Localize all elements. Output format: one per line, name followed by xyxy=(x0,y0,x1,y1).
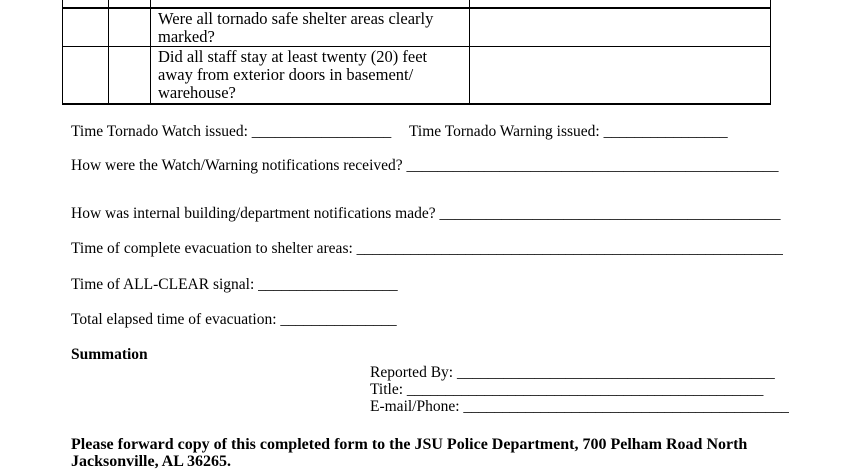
watch-issued-field xyxy=(71,123,391,141)
evacuation-time-field xyxy=(71,240,783,258)
table-row xyxy=(158,10,433,46)
comments-cell[interactable] xyxy=(470,47,769,102)
reported-by-field xyxy=(370,364,775,382)
title-field xyxy=(370,381,763,399)
notifications-received-input[interactable]: ________________________________________________ xyxy=(406,157,779,174)
checkbox-no-cell[interactable] xyxy=(109,47,149,102)
question-line: Were all tornado safe shelter areas clearly xyxy=(158,9,434,28)
forwarding-instructions-line: Jacksonville, AL 36265. xyxy=(71,453,232,470)
forwarding-instructions xyxy=(71,436,747,470)
warning-issued-label: Time Tornado Warning issued: xyxy=(409,123,600,140)
summation-heading: Summation xyxy=(71,346,148,363)
watch-issued-label: Time Tornado Watch issued: xyxy=(71,123,248,140)
table-right-border xyxy=(770,0,771,105)
internal-notifications-label: How was internal building/department notifications made? xyxy=(71,205,436,222)
reported-by-input[interactable]: _________________________________________ xyxy=(456,364,775,381)
checkbox-yes-cell[interactable] xyxy=(63,47,107,102)
email-phone-label: E-mail/Phone: xyxy=(370,398,460,415)
evacuation-time-label: Time of complete evacuation to shelter areas: xyxy=(71,240,353,257)
elapsed-time-input[interactable]: _______________ xyxy=(280,311,397,328)
all-clear-input[interactable]: __________________ xyxy=(258,276,398,293)
warning-issued-field xyxy=(409,123,728,141)
email-phone-input[interactable]: __________________________________________ xyxy=(463,398,789,415)
notifications-received-label: How were the Watch/Warning notifications received? xyxy=(71,157,403,174)
table-row xyxy=(158,48,427,102)
elapsed-time-field xyxy=(71,311,397,329)
question-line: Did all staff stay at least twenty (20) feet xyxy=(158,47,428,66)
internal-notifications-field xyxy=(71,205,780,223)
checkbox-no-cell[interactable] xyxy=(109,9,149,45)
checkbox-yes-cell[interactable] xyxy=(63,9,107,45)
title-label: Title: xyxy=(370,381,404,398)
table-column-divider xyxy=(150,0,151,105)
all-clear-label: Time of ALL-CLEAR signal: xyxy=(71,276,255,293)
forwarding-instructions-line: Please forward copy of this completed form to the JSU Police Department, 700 Pelham Road North xyxy=(71,436,748,453)
table-bottom-border xyxy=(62,103,771,105)
title-input[interactable]: ______________________________________________ xyxy=(406,381,764,398)
email-phone-field xyxy=(370,398,789,416)
notifications-received-field xyxy=(71,157,779,175)
reported-by-label: Reported By: xyxy=(370,364,454,381)
warning-issued-input[interactable]: ________________ xyxy=(603,123,728,140)
question-line: warehouse? xyxy=(158,83,236,102)
watch-issued-input[interactable]: __________________ xyxy=(251,123,392,140)
question-line: marked? xyxy=(158,27,215,46)
internal-notifications-input[interactable]: ____________________________________________ xyxy=(439,205,781,222)
elapsed-time-label: Total elapsed time of evacuation: xyxy=(71,311,277,328)
evacuation-time-input[interactable]: _______________________________________________________ xyxy=(356,240,783,257)
all-clear-field xyxy=(71,276,398,294)
question-line: away from exterior doors in basement/ xyxy=(158,65,414,84)
comments-cell[interactable] xyxy=(470,9,769,45)
